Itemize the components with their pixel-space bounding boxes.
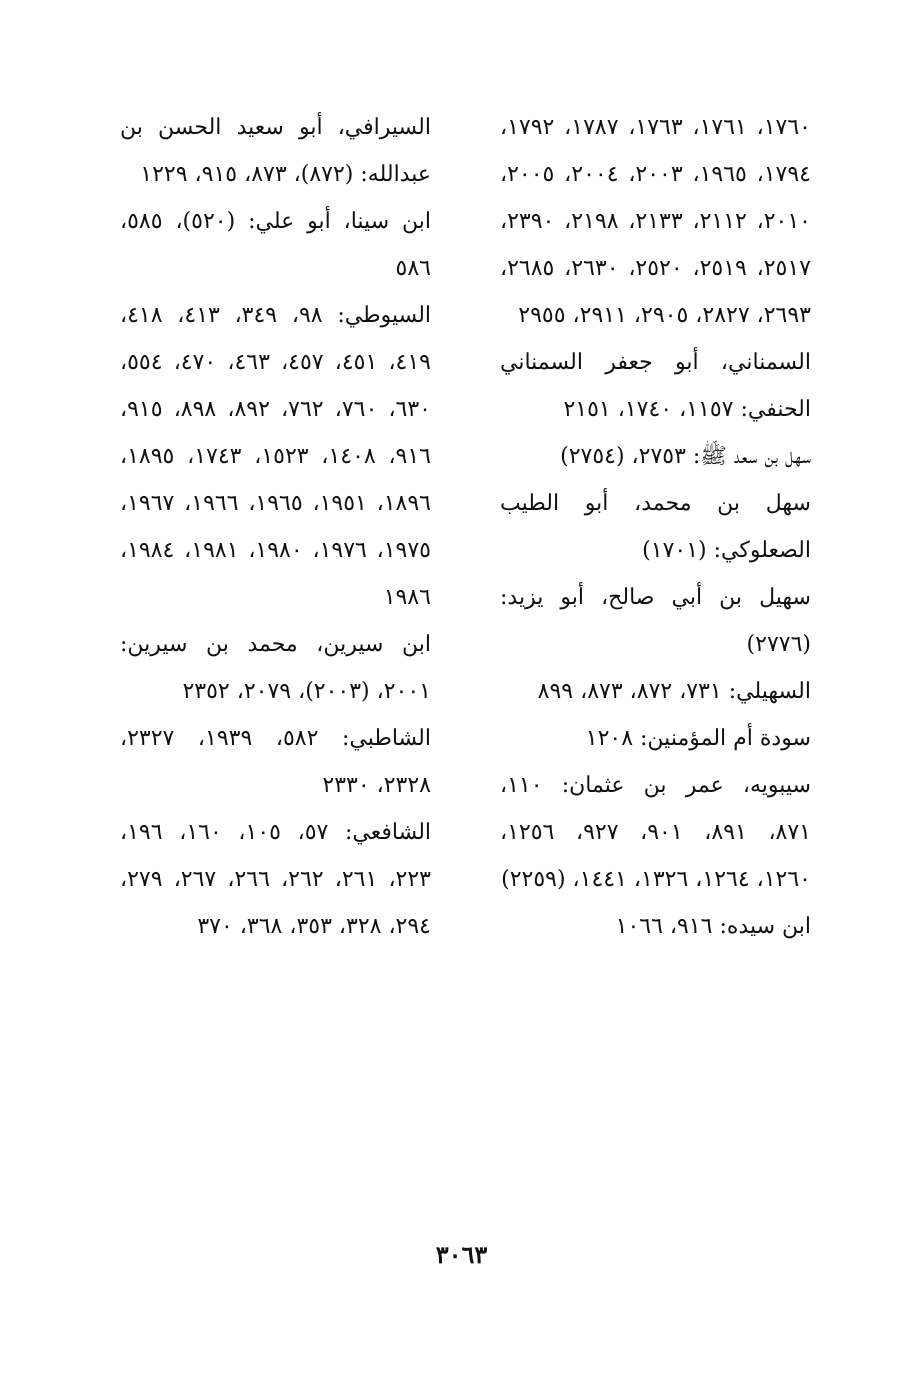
- index-column-left: [120, 104, 431, 950]
- index-entry: سهل بن سعد ﷺ: ٢٧٥٣، (٢٧٥٤): [560, 444, 811, 469]
- index-entry: الشافعي: ٥٧، ١٠٥، ١٦٠، ١٩٦، ٢٢٣، ٢٦١، ٢٦٢، ٢٦٦، ٢٦٧، ٢٧٩، ٢٩٤، ٣٢٨، ٣٥٣، ٣٦٨، ٣٧٠: [120, 820, 432, 939]
- index-entry: السهيلي: ٧٣١، ٨٧٢، ٨٧٣، ٨٩٩: [537, 679, 811, 704]
- index-entry: ابن سينا، أبو علي: (٥٢٠)، ٥٨٥، ٥٨٦: [120, 209, 431, 281]
- index-column-right: [500, 104, 811, 950]
- index-entry: سيبويه، عمر بن عثمان: ١١٠، ٨٧١، ٨٩١، ٩٠١، ٩٢٧، ١٢٥٦، ١٢٦٠، ١٢٦٤، ١٣٢٦، ١٤٤١، (٢٢٥٩): [500, 773, 811, 892]
- index-entry: ابن سيرين، محمد بن سيرين: ٢٠٠١، (٢٠٠٣)، ٢٠٧٩، ٢٣٥٢: [120, 632, 431, 704]
- index-entry: ابن سيده: ٩١٦، ١٠٦٦: [615, 914, 811, 939]
- index-entry: سودة أم المؤمنين: ١٢٠٨: [585, 726, 811, 751]
- index-entry: الشاطبي: ٥٨٢، ١٩٣٩، ٢٣٢٧، ٢٣٢٨، ٢٣٣٠: [120, 726, 431, 798]
- index-entry: سهيل بن أبي صالح، أبو يزيد: (٢٧٧٦): [500, 585, 811, 657]
- index-entry: السيرافي، أبو سعيد الحسن بن عبدالله: (٨٧٢)، ٨٧٣، ٩١٥، ١٢٢٩: [120, 115, 431, 187]
- index-entry: السمناني، أبو جعفر السمناني الحنفي: ١١٥٧، ١٧٤٠، ٢١٥١: [500, 350, 811, 422]
- page-number: ٣٠٦٣: [435, 1240, 488, 1269]
- index-entry: السيوطي: ٩٨، ٣٤٩، ٤١٣، ٤١٨، ٤١٩، ٤٥١، ٤٥٧، ٤٦٣، ٤٧٠، ٥٥٤، ٦٣٠، ٧٦٠، ٧٦٢، ٨٩٢، ٨٩٨، ٩١٥، ٩١٦، ١٤٠٨، ١٥٢٣، ١٧٤٣، ١٨٩٥، ١٨٩٦، ١٩٥١، ١٩٦٥، ١٩٦٦، ١٩٦٧، ١٩٧٥، ١٩٧٦، ١٩٨٠، ١٩٨١، ١٩٨٤، ١٩٨٦: [120, 303, 432, 610]
- index-entry: ١٧٦٠، ١٧٦١، ١٧٦٣، ١٧٨٧، ١٧٩٢، ١٧٩٤، ١٩٦٥، ٢٠٠٣، ٢٠٠٤، ٢٠٠٥، ٢٠١٠، ٢١١٢، ٢١٣٣، ٢١٩٨، ٢٣٩٠، ٢٥١٧، ٢٥١٩، ٢٥٢٠، ٢٦٣٠، ٢٦٨٥، ٢٦٩٣، ٢٨٢٧، ٢٩٠٥، ٢٩١١، ٢٩٥٥: [500, 115, 811, 328]
- index-entry: سهل بن محمد، أبو الطيب الصعلوكي: (١٧٠١): [500, 491, 811, 563]
